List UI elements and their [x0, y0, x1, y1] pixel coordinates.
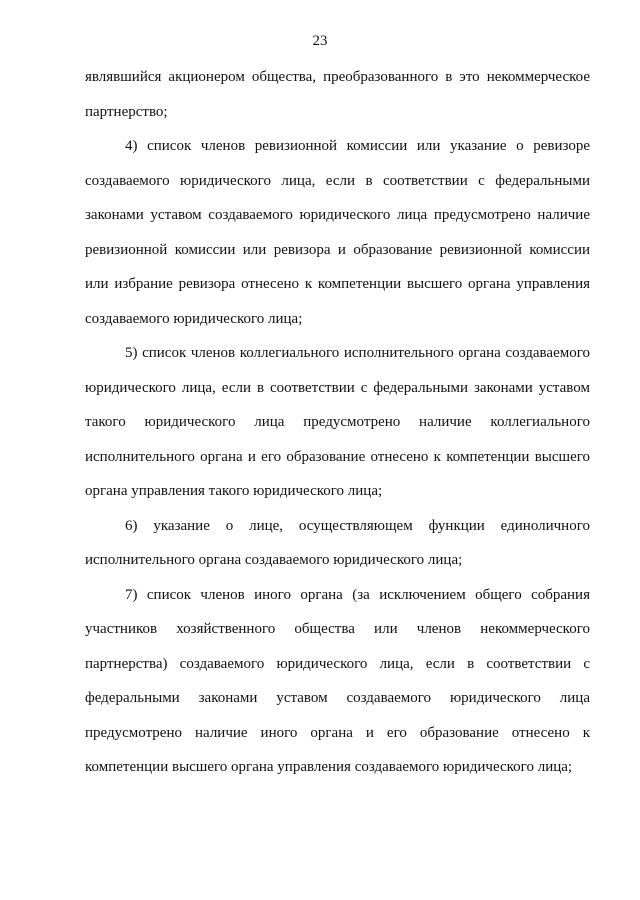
- paragraph: [85, 509, 590, 578]
- text-line: законами уставом создаваемого юридического лица предусмотрено наличие: [85, 207, 590, 223]
- paragraph: [85, 578, 590, 785]
- text-line: федеральными законами уставом создаваемого юридического лица: [85, 690, 590, 706]
- text-line: партнерства) создаваемого юридического лица, если в соответствии с: [85, 655, 590, 672]
- paragraph: [85, 129, 590, 336]
- text-line: 5) список членов коллегиального исполнительного органа создаваемого: [125, 345, 590, 361]
- text-line: участников хозяйственного общества или членов некоммерческого: [85, 621, 590, 637]
- text-line: исполнительного органа создаваемого юридического лица;: [85, 552, 463, 568]
- text-line: 6) указание о лице, осуществляющем функции единоличного: [125, 517, 590, 534]
- document-body: [85, 60, 590, 785]
- text-line: юридического лица, если в соответствии с федеральными законами уставом: [85, 379, 590, 396]
- paragraph: [85, 60, 590, 129]
- text-line: 7) список членов иного органа (за исключением общего собрания: [125, 586, 590, 603]
- text-line: компетенции высшего органа управления создаваемого юридического лица;: [85, 759, 573, 775]
- text-line: партнерство;: [85, 103, 168, 120]
- text-line: органа управления такого юридического лица;: [85, 483, 383, 499]
- text-line: такого юридического лица предусмотрено наличие коллегиального: [85, 414, 590, 430]
- text-line: создаваемого юридического лица;: [85, 310, 303, 327]
- text-line: являвшийся акционером общества, преобразованного в это некоммерческое: [85, 69, 590, 85]
- text-line: или избрание ревизора отнесено к компетенции высшего органа управления: [85, 276, 590, 292]
- page-number: 23: [312, 33, 328, 49]
- text-line: ревизионной комиссии или ревизора и образование ревизионной комиссии: [85, 241, 590, 258]
- text-line: исполнительного органа и его образование отнесено к компетенции высшего: [85, 448, 590, 465]
- paragraph: [85, 336, 590, 509]
- text-line: предусмотрено наличие иного органа и его образование отнесено к: [85, 724, 590, 741]
- text-line: создаваемого юридического лица, если в соответствии с федеральными: [85, 172, 590, 189]
- text-line: 4) список членов ревизионной комиссии или указание о ревизоре: [125, 138, 590, 154]
